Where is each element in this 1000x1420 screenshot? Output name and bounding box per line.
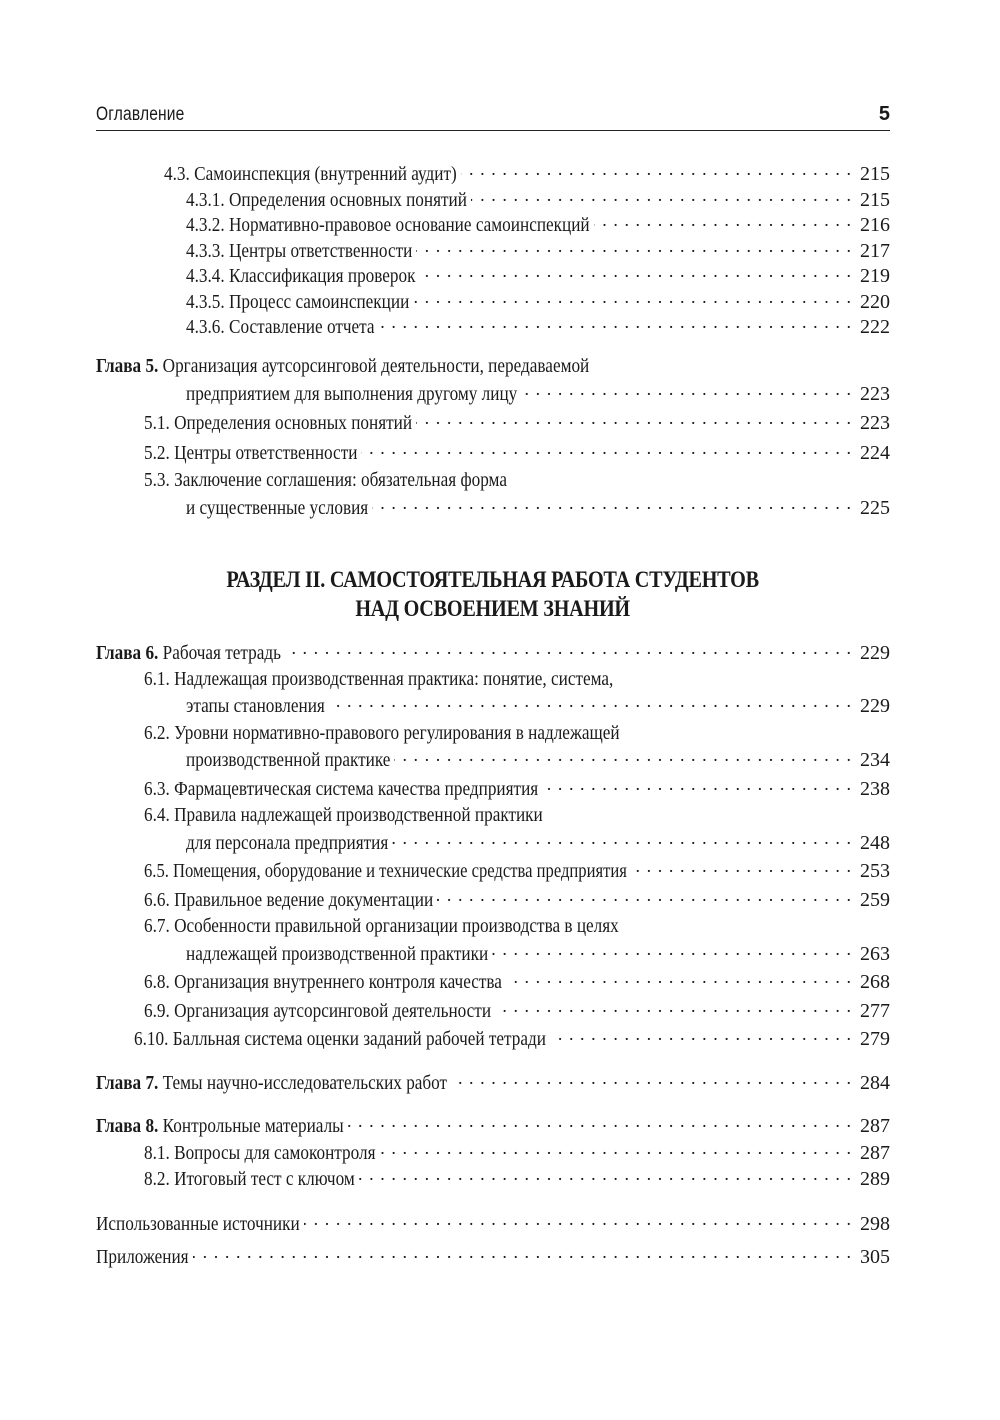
entry-number: 6.10. (134, 1028, 169, 1050)
entry-title: Правильное ведение документации (174, 888, 434, 911)
entry-title: Процесс самоинспекции (229, 290, 410, 313)
entry-page: 224 (860, 441, 890, 464)
entry-page: 234 (860, 749, 890, 771)
entry-page: 223 (860, 412, 890, 434)
entry-page: 298 (860, 1213, 890, 1235)
chapter-label: Глава 7. (96, 1072, 159, 1094)
entry-title: Определения основных понятий (174, 412, 413, 434)
entry-page: 259 (860, 888, 890, 911)
entry-title-cont: предприятием для выполнения другому лицу (186, 382, 518, 405)
toc-entry[interactable] (96, 667, 890, 693)
entry-title: Рабочая тетрадь (162, 642, 281, 664)
entry-number: 4.3.5. (186, 290, 225, 313)
entry-title: Особенности правильной организации производства в целях (174, 915, 619, 937)
dot-leader (392, 829, 852, 849)
entry-title: Вопросы для самоконтроля (174, 1141, 376, 1164)
entry-page: 225 (860, 496, 890, 519)
toc-entry-cont[interactable] (96, 494, 890, 520)
toc-entry[interactable] (96, 186, 890, 212)
toc-chapter-8 (96, 1112, 890, 1191)
entry-number: 6.7. (144, 915, 170, 937)
entry-page: 284 (860, 1072, 890, 1094)
toc-back-matter (96, 1210, 890, 1268)
toc-entry-cont[interactable] (96, 829, 890, 855)
entry-number: 6.6. (144, 888, 170, 911)
entry-number: 4.3.1. (186, 188, 225, 211)
toc-entry[interactable] (96, 857, 890, 883)
toc-entry[interactable] (96, 262, 890, 288)
toc-entry[interactable] (96, 968, 890, 994)
entry-number: 6.3. (144, 777, 170, 800)
entry-number: 8.2. (144, 1168, 170, 1190)
part-title-line-1: РАЗДЕЛ II. САМОСТОЯТЕЛЬНАЯ РАБОТА СТУДЕНТОВ (226, 567, 760, 593)
dot-leader (495, 997, 852, 1017)
dot-leader (631, 857, 852, 877)
toc-entry[interactable] (96, 997, 890, 1023)
entry-title: Центры ответственности (229, 239, 413, 262)
dot-leader (348, 1112, 852, 1132)
entry-page: 222 (860, 316, 890, 338)
entry-page: 219 (860, 265, 890, 287)
entry-number: 8.1. (144, 1141, 170, 1164)
running-header-title: Оглавление (96, 104, 185, 125)
dot-leader (329, 692, 852, 712)
entry-title: Приложения (96, 1245, 189, 1268)
entry-title: Организация аутсорсинговой деятельности, передаваемой (162, 355, 590, 377)
dot-leader (380, 1139, 853, 1159)
entry-number: 4.3.3. (186, 239, 225, 262)
entry-page: 223 (860, 382, 890, 405)
entry-page: 289 (860, 1168, 890, 1190)
entry-title: Контрольные материалы (162, 1115, 344, 1137)
page-number: 5 (878, 103, 890, 125)
entry-title: Центры ответственности (174, 441, 358, 464)
toc-entry-cont[interactable] (96, 692, 890, 718)
entry-page: 268 (860, 971, 890, 993)
entry-title: Надлежащая производственная практика: понятие, система, (174, 667, 614, 690)
dot-leader (304, 1210, 852, 1230)
toc-entry[interactable] (96, 886, 890, 912)
dot-leader (420, 262, 853, 282)
entry-title: Самоинспекция (внутренний аудит) (194, 163, 457, 185)
toc-entry[interactable] (96, 914, 890, 940)
toc-chapter-entry[interactable] (96, 1069, 890, 1095)
entry-number: 4.3.2. (186, 214, 225, 236)
entry-title-cont: производственной практике (186, 749, 391, 771)
entry-number: 5.2. (144, 441, 170, 464)
entry-title: Заключение соглашения: обязательная форма (174, 469, 507, 491)
toc-entry[interactable] (96, 409, 890, 435)
toc-chapter-7 (96, 1069, 890, 1095)
dot-leader (359, 1165, 852, 1185)
dot-leader (492, 940, 852, 960)
dot-leader (594, 211, 852, 231)
dot-leader (542, 775, 852, 795)
entry-page: 238 (860, 777, 890, 800)
entry-title: Фармацевтическая система качества предприятия (174, 777, 539, 800)
entry-page: 287 (860, 1115, 890, 1137)
toc-entry-cont[interactable] (96, 746, 890, 772)
chapter-label: Глава 8. (96, 1115, 159, 1137)
dot-leader (471, 186, 852, 206)
entry-number: 5.1. (144, 412, 170, 434)
entry-title: Правила надлежащей производственной практики (174, 804, 543, 826)
dot-leader (379, 313, 853, 333)
toc-entry[interactable] (96, 1025, 890, 1051)
entry-number: 6.8. (144, 971, 170, 993)
entry-page: 220 (860, 290, 890, 313)
entry-number: 4.3. (164, 163, 190, 185)
entry-page: 215 (860, 163, 890, 185)
entry-number: 4.3.4. (186, 265, 225, 287)
chapter-label: Глава 5. (96, 355, 159, 377)
entry-number: 6.9. (144, 999, 170, 1022)
entry-page: 277 (860, 999, 890, 1022)
entry-title: Классификация проверок (229, 265, 416, 287)
toc-chapter-6 (96, 639, 890, 1051)
entry-title-cont: и существенные условия (186, 496, 369, 519)
entry-page: 229 (860, 642, 890, 664)
dot-leader (394, 746, 852, 766)
entry-number: 4.3.6. (186, 316, 225, 338)
running-header (96, 104, 890, 131)
dot-leader (372, 494, 852, 514)
entry-page: 305 (860, 1245, 890, 1268)
toc-entry[interactable] (96, 721, 890, 747)
entry-title: Итоговый тест с ключом (174, 1168, 355, 1190)
entry-number: 6.4. (144, 804, 170, 826)
entry-title: Темы научно-исследовательских работ (162, 1072, 448, 1094)
toc-chapter-entry[interactable] (96, 639, 890, 665)
entry-page: 253 (860, 860, 890, 882)
entry-title-cont: этапы становления (186, 695, 325, 717)
dot-leader (521, 380, 852, 400)
part-title (96, 566, 890, 624)
entry-page: 215 (860, 188, 890, 211)
entry-title: Организация внутреннего контроля качества (174, 971, 502, 993)
toc-entry[interactable] (96, 468, 890, 494)
entry-page: 287 (860, 1141, 890, 1164)
toc-entry[interactable] (96, 288, 890, 314)
entry-title: Помещения, оборудование и технические средства предприятия (173, 860, 627, 882)
toc-entry[interactable] (96, 803, 890, 829)
toc-chapter-entry-cont[interactable] (96, 380, 890, 406)
dot-leader (413, 288, 852, 308)
entry-title: Составление отчета (229, 316, 375, 338)
entry-title: Балльная система оценки заданий рабочей тетради (172, 1028, 546, 1050)
dot-leader (461, 160, 852, 180)
entry-page: 248 (860, 831, 890, 854)
toc-entry-cont[interactable] (96, 940, 890, 966)
entry-title: Нормативно-правовое основание самоинспекций (229, 214, 590, 236)
entry-page: 216 (860, 214, 890, 236)
entry-title: Использованные источники (96, 1213, 300, 1235)
entry-title: Определения основных понятий (229, 188, 467, 211)
toc-chapter-entry[interactable] (96, 354, 890, 380)
entry-title: Организация аутсорсинговой деятельности (174, 999, 492, 1022)
entry-page: 279 (860, 1028, 890, 1050)
toc-entry[interactable] (96, 1165, 890, 1191)
toc-block-4-3 (96, 160, 890, 339)
dot-leader (451, 1069, 852, 1089)
toc-entry[interactable] (96, 1139, 890, 1165)
toc-entry[interactable] (96, 775, 890, 801)
chapter-label: Глава 6. (96, 642, 159, 664)
entry-number: 6.5. (144, 860, 169, 882)
toc-entry[interactable] (96, 439, 890, 465)
dot-leader (193, 1243, 852, 1263)
entry-number: 6.2. (144, 721, 170, 744)
toc-chapter-5 (96, 354, 890, 519)
entry-page: 229 (860, 695, 890, 717)
entry-number: 6.1. (144, 667, 170, 690)
dot-leader (550, 1025, 852, 1045)
toc-chapter-entry[interactable] (96, 1112, 890, 1138)
toc-entry[interactable] (96, 211, 890, 237)
entry-title-cont: надлежащей производственной практики (186, 942, 489, 965)
entry-title: Уровни нормативно-правового регулирования в надлежащей (174, 721, 620, 744)
dot-leader (285, 639, 852, 659)
toc-entry[interactable] (96, 160, 890, 186)
entry-page: 263 (860, 942, 890, 965)
toc-entry[interactable] (96, 1210, 890, 1236)
dot-leader (437, 886, 852, 906)
dot-leader (416, 409, 852, 429)
dot-leader (416, 237, 852, 257)
entry-number: 5.3. (144, 469, 170, 491)
entry-page: 217 (860, 239, 890, 262)
entry-title-cont: для персонала предприятия (186, 831, 389, 854)
dot-leader (361, 439, 852, 459)
part-title-line-2: НАД ОСВОЕНИЕМ ЗНАНИЙ (355, 596, 631, 622)
toc-entry[interactable] (96, 313, 890, 339)
toc-entry[interactable] (96, 1243, 890, 1269)
dot-leader (506, 968, 852, 988)
toc-entry[interactable] (96, 237, 890, 263)
